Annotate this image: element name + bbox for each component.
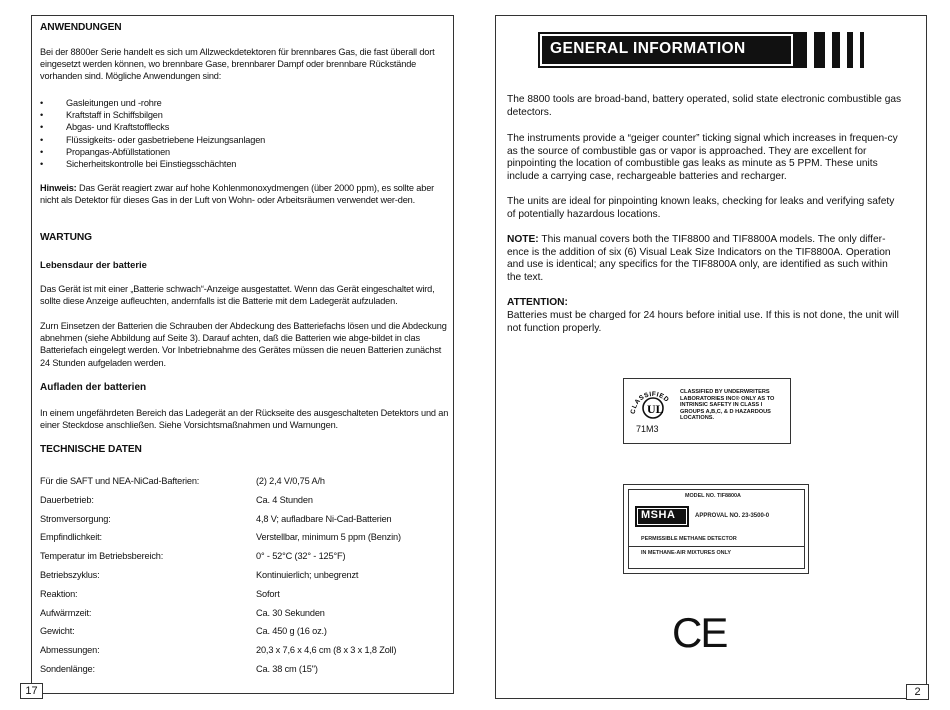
spec-label: Dauerbetrieb: [40,494,94,505]
msha-model: MODEL NO. TIF8800A [685,493,741,499]
spec-value: Verstellbar, minimum 5 ppm (Benzin) [256,532,401,543]
banner-bars-decoration [792,32,876,68]
ul-classified-logo [626,380,680,426]
note-text: This manual covers both the TIF8800 and TIF8800A models. The only differ-ence is the addition of six (6) Visual Leak Size Indicators on the TIF8800A. Operation and use is identical; any specifics for the TIF8800A only, are identified as such within the text. [507,234,891,283]
spec-value: Sofort [256,588,280,599]
spec-label: Betriebszyklus: [40,570,100,580]
hinweis-label: Hinweis: [40,183,77,193]
spec-label: Sondenlänge: [40,664,95,674]
anwendungen-heading: ANWENDUNGEN [40,22,122,33]
wartung-paragraph-2: Zurn Einsetzen der Batterien die Schrauben der Abdeckung des Batteriefachs lösen und die Abdeckung abnehmen (siehe Abbildung auf Seite 3). Darauf achten, daß die Batterien wie abge-bildet in clas Batteriefach eingelegt werden. Vor Inbetriebnahme des Gerätes müssen die neuen Batterien zunächst 24 Stunden aufgeladen werden. [40,321,447,368]
spec-label: Empfindlichkeit: [40,532,102,543]
aufladen-heading: Aufladen der batterien [40,382,147,393]
banner-title: GENERAL INFORMATION [550,40,746,57]
list-item: • Abgas- und Kraftstofflecks [40,121,450,133]
right-page [495,15,927,699]
msha-approval-label [623,484,809,574]
list-item: • Gasleitungen und -rohre [40,97,450,109]
spec-value: 0° - 52°C (32° - 125°F) [256,551,346,562]
spec-label: Reaktion: [40,588,78,599]
spec-value: Ca. 38 cm (15") [256,664,318,674]
ul-code: 71M3 [636,424,659,434]
usage-paragraph: The units are ideal for pinpointing known leaks, checking for leaks and verifying safety of potentially hazardous locations. [507,196,895,220]
technische-daten-heading: TECHNISCHE DATEN [40,444,142,455]
spec-label: Stromversorgung: [40,513,111,524]
ce-mark: CE [672,609,727,656]
spec-value: Ca. 4 Stunden [256,494,313,505]
page-number-right: 2 [906,684,929,700]
spec-value: Ca. 30 Sekunden [256,607,325,618]
spec-value: 20,3 x 7,6 x 4,6 cm (8 x 3 x 1,8 Zoll) [256,645,397,656]
hinweis-paragraph [40,182,450,206]
msha-line-1: PERMISSIBLE METHANE DETECTOR [641,536,737,542]
msha-inner-frame [628,489,805,569]
list-item: • Sicherheitskontrolle bei Einstiegsschächten [40,158,450,170]
spec-label: Temperatur im Betriebsbereich: [40,551,164,562]
spec-value: 4,8 V; aufladbare Ni-Cad-Batterien [256,513,392,524]
ul-logo-text: UL [647,402,664,416]
note-label: NOTE: [507,234,539,245]
list-item: • Kraftstaff in Schiffsbilgen [40,109,450,121]
msha-logo-text: MSHA [641,509,676,521]
anwendungen-list [40,97,450,170]
spec-label: Aufwärmzeit: [40,607,92,618]
ul-classification-label [623,378,791,444]
wartung-paragraph-1: Das Gerät ist mit einer „Batterie schwach“-Anzeige ausgestattet. Wenn das Gerät eingeschaltet wird, sollte diese Anzeige aufleuchten, andernfalls ist die Batterie mit dem Ladegerät aufzuladen. [40,284,435,307]
page-number-left: 17 [20,683,43,699]
wartung-heading: WARTUNG [40,232,92,243]
hinweis-text: Das Gerät reagiert zwar auf hohe Kohlenmonoxydmengen (über 2000 ppm), es sollte aber nicht als Detektor für dieses Gas in der Luft von Wohn- oder Arbeitsräumen verwendet wer-den. [40,183,435,206]
msha-divider [629,546,804,547]
spec-label: Abmessungen: [40,645,100,656]
left-page [31,15,454,694]
spec-value: Ca. 450 g (16 oz.) [256,626,327,637]
ul-text: CLASSIFIED BY UNDERWRITERS LABORATORIES INC® ONLY AS TO INTRINSIC SAFETY IN CLASS I GROUPS A,B,C, & D HAZARDOUS LOCATIONS. [680,389,775,422]
general-information-banner [538,32,795,68]
aufladen-paragraph: In einem ungefährdeten Bereich das Ladegerät an der Rückseite des ausgeschalteten Detektors und an einer Steckdose anschließen. Siehe Vorsichtsmaßnahmen und Warnungen. [40,408,449,431]
wartung-subheading: Lebensdaur der batterie [40,259,147,270]
msha-logo [635,506,689,527]
intro-paragraph: The 8800 tools are broad-band, battery operated, solid state electronic combustible gas detectors. [507,94,902,118]
note-paragraph [507,234,902,284]
attention-heading: ATTENTION: [507,297,568,308]
msha-line-2: IN METHANE-AIR MIXTURES ONLY [641,550,731,556]
list-item: • Flüssigkeits- oder gasbetriebene Heizungsanlagen [40,134,450,146]
spec-label: Für die SAFT und NEA-NiCad-Bafterien: [40,476,200,486]
list-item: • Propangas-Abfüllstationen [40,146,450,158]
signal-paragraph: The instruments provide a “geiger counter” ticking signal which increases in frequen-cy as the source of combustible gas or vapor is approached. They are excellent for pinpointing the location of combustible gas leaks as minute as 5 PPM. These units include a carrying case, rechargeable batteries and recharger. [507,133,898,182]
attention-text: Batteries must be charged for 24 hours before initial use. If this is not done, the unit will not function properly. [507,310,899,334]
spec-label: Gewicht: [40,626,75,637]
spec-value: (2) 2,4 V/0,75 A/h [256,476,325,486]
anwendungen-intro: Bei der 8800er Serie handelt es sich um Allzweckdetektoren für brennbares Gas, die fast überall dort eingesetzt werden können, wo brennbare Gase, brennbarer Dampf oder brennbare Rückstände vorhanden sind. Mögliche Anwendungen sind: [40,47,435,82]
msha-approval: APPROVAL NO. 23-3500-0 [695,513,770,519]
spec-value: Kontinuierlich; unbegrenzt [256,570,359,580]
ul-arc-text: CLASSIFIED [629,390,671,415]
